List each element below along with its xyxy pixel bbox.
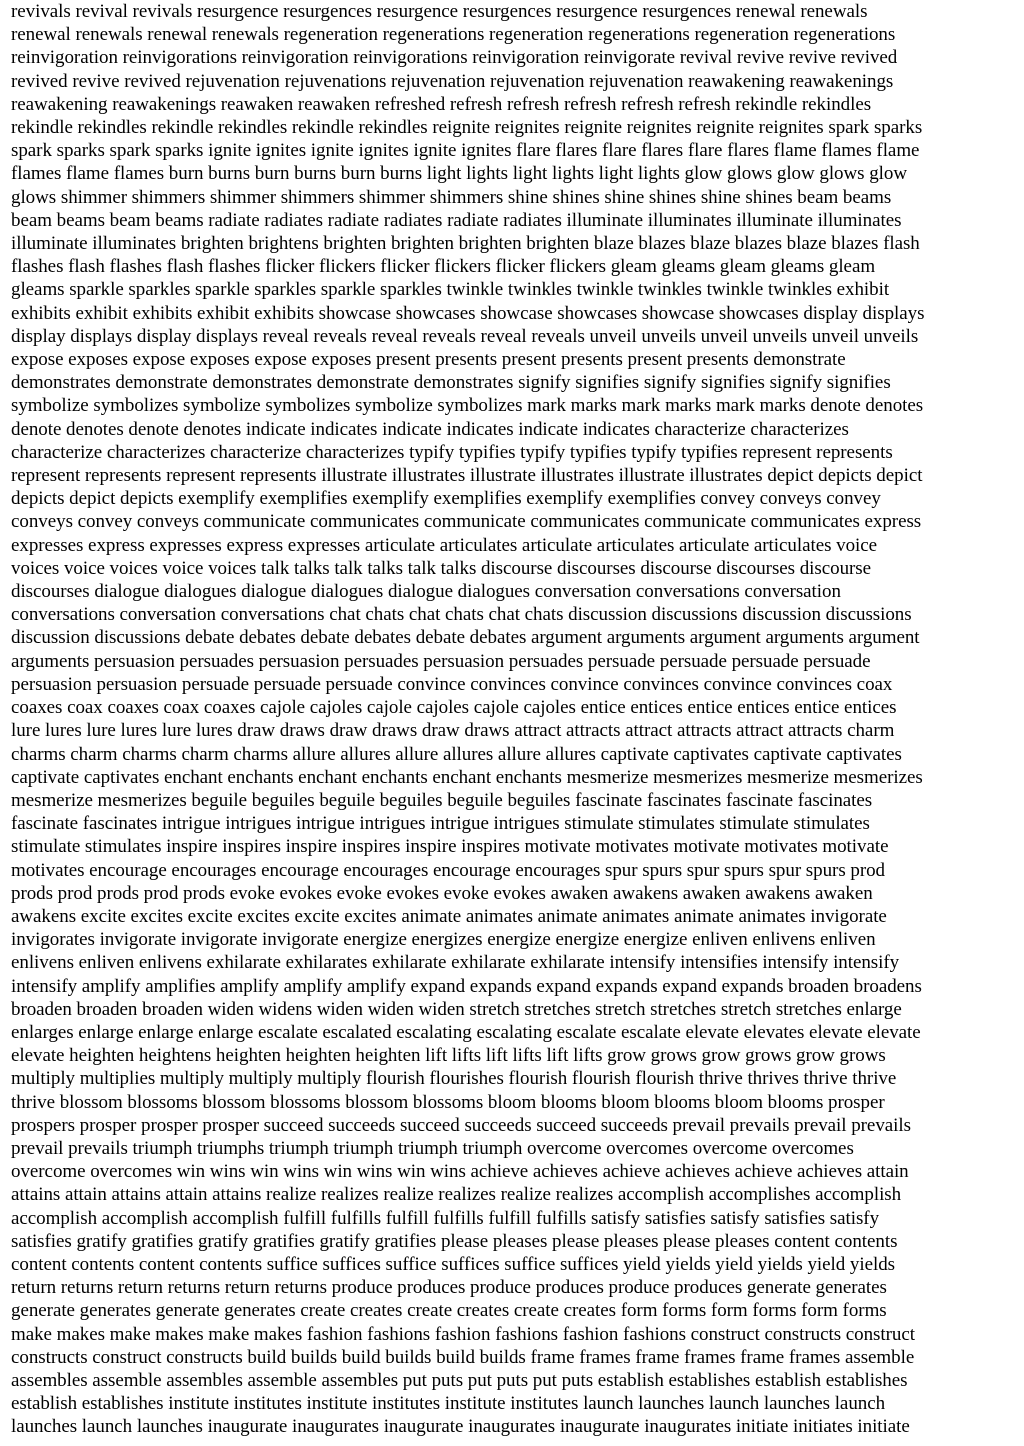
text-line: characterize characterizes characterize characterizes typify typifies typify typifies typify typifies represent represents <box>11 441 893 463</box>
text-line: expresses express expresses express expresses articulate articulates articulate articulates articulate articulates voice <box>11 534 878 556</box>
text-line: depicts depict depicts exemplify exemplifies exemplify exemplifies exemplify exemplifies convey conveys convey <box>11 488 881 510</box>
text-line: broaden broaden broaden widen widens widen widen widen stretch stretches stretch stretches stretch stretches enlarge <box>11 998 902 1020</box>
text-line: prospers prosper prosper prosper succeed succeeds succeed succeeds succeed succeeds prevail prevails prevail prevails <box>11 1114 911 1136</box>
text-line: reawakening reawakenings reawaken reawaken refreshed refresh refresh refresh refresh refresh rekindle rekindles <box>11 93 872 115</box>
text-line: fascinate fascinates intrigue intrigues intrigue intrigues intrigue intrigues stimulate stimulates stimulate stimulates <box>11 813 870 835</box>
text-line: revivals revival revivals resurgence resurgences resurgence resurgences resurgence resurgences renewal renewals <box>11 1 868 22</box>
text-line: lure lures lure lures lure lures draw draws draw draws draw draws attract attracts attract attracts attract attracts charm <box>11 720 895 742</box>
text-line: motivates encourage encourages encourage encourages encourage encourages spur spurs spur spurs spur spurs prod <box>11 859 886 881</box>
text-line: revived revive revived rejuvenation rejuvenations rejuvenation rejuvenation rejuvenation reawakening reawakenings <box>11 70 894 92</box>
text-line: overcome overcomes win wins win wins win wins win wins achieve achieves achieve achieves achieve achieves attain <box>11 1161 909 1183</box>
text-line: conversations conversation conversations chat chats chat chats chat chats discussion discussions discussion discussions <box>11 604 912 626</box>
text-line: assembles assemble assembles assemble assembles put puts put puts put puts establish establishes establish establishes <box>11 1369 908 1391</box>
text-line: enlivens enliven enlivens exhilarate exhilarates exhilarate exhilarate exhilarate intensify intensifies intensify intensify <box>11 952 900 974</box>
text-line: spark sparks spark sparks ignite ignites ignite ignites ignite ignites flare flares flare flares flare flares flame flames flame <box>11 140 920 162</box>
text-line: beam beams beam beams radiate radiates radiate radiates radiate radiates illuminate illuminates illuminate illuminates <box>11 209 902 231</box>
text-line: demonstrates demonstrate demonstrates demonstrate demonstrates signify signifies signify signifies signify signifies <box>11 372 891 394</box>
text-line: generate generates generate generates create creates create creates create creates form forms form forms form forms <box>11 1300 887 1322</box>
text-line: persuasion persuasion persuade persuade persuade convince convinces convince convinces convince convinces coax <box>11 673 893 695</box>
text-line: expose exposes expose exposes expose exposes present presents present presents present presents demonstrate <box>11 349 846 371</box>
text-line: accomplish accomplish accomplish fulfill fulfills fulfill fulfills fulfill fulfills satisfy satisfies satisfy satisfies satisfy <box>11 1207 880 1229</box>
text-line: denote denotes denote denotes indicate indicates indicate indicates indicate indicates characterize characterizes <box>11 418 849 440</box>
text-line: flames flame flames burn burns burn burns burn burns light lights light lights light lights glow glows glow glows glow <box>11 163 908 185</box>
text-line: satisfies gratify gratifies gratify gratifies gratify gratifies please pleases please pleases please pleases content contents <box>11 1230 898 1252</box>
text-line: charms charm charms charm charms allure allures allure allures allure allures captivate captivates captivate captivates <box>11 743 902 765</box>
text-line: return returns return returns return returns produce produces produce produces produce produces generate generates <box>11 1277 887 1299</box>
text-line: voices voice voices voice voices talk talks talk talks talk talks discourse discourses discourse discourses discourse <box>11 557 872 579</box>
text-line: invigorates invigorate invigorate invigorate energize energizes energize energize energize enliven enlivens enliven <box>11 929 876 951</box>
text-line: renewal renewals renewal renewals regeneration regenerations regeneration regenerations regeneration regenerations <box>11 24 896 46</box>
text-line: flashes flash flashes flash flashes flicker flickers flicker flickers flicker flickers gleam gleams gleam gleams gleam <box>11 256 876 278</box>
text-line: mesmerize mesmerizes beguile beguiles beguile beguiles beguile beguiles fascinate fascinates fascinate fascinates <box>11 789 873 811</box>
text-line: multiply multiplies multiply multiply multiply flourish flourishes flourish flourish flourish thrive thrives thrive thrive <box>11 1068 897 1090</box>
text-line: arguments persuasion persuades persuasion persuades persuasion persuades persuade persuade persuade persuade <box>11 650 871 672</box>
text-line: launches launch launches inaugurate inaugurates inaugurate inaugurates inaugurate inaugurates initiate initiates initiate <box>11 1416 910 1438</box>
text-line: thrive blossom blossoms blossom blossoms blossom blossoms bloom blooms bloom blooms bloom blooms prosper <box>11 1091 885 1113</box>
text-line: constructs construct constructs build builds build builds build builds frame frames frame frames frame frames assemble <box>11 1346 915 1368</box>
text-line: gleams sparkle sparkles sparkle sparkles sparkle sparkles twinkle twinkles twinkle twinkles twinkle twinkles exhibit <box>11 279 890 301</box>
text-line: conveys convey conveys communicate communicates communicate communicates communicate communicates express <box>11 511 922 533</box>
text-line: awakens excite excites excite excites excite excites animate animates animate animates animate animates invigorate <box>11 905 887 927</box>
text-line: intensify amplify amplifies amplify amplify amplify expand expands expand expands expand expands broaden broadens <box>11 975 922 997</box>
text-line: discourses dialogue dialogues dialogue dialogues dialogue dialogues conversation conversations conversation <box>11 581 841 603</box>
text-line: prods prod prods prod prods evoke evokes evoke evokes evoke evokes awaken awakens awaken awakens awaken <box>11 882 873 904</box>
text-line: prevail prevails triumph triumphs triumph triumph triumph triumph overcome overcomes overcome overcomes <box>11 1137 854 1159</box>
text-line: exhibits exhibit exhibits exhibit exhibits showcase showcases showcase showcases showcase showcases display displays <box>11 302 925 324</box>
text-line: elevate heighten heightens heighten heighten heighten lift lifts lift lifts lift lifts grow grows grow grows grow grows <box>11 1045 886 1067</box>
text-line: illuminate illuminates brighten brightens brighten brighten brighten brighten blaze blazes blaze blazes blaze blazes flash <box>11 233 920 255</box>
text-line: display displays display displays reveal reveals reveal reveals reveal reveals unveil unveils unveil unveils unveil unveils <box>11 325 919 347</box>
text-line: rekindle rekindles rekindle rekindles rekindle rekindles reignite reignites reignite reignites reignite reignites spark sparks <box>11 117 923 139</box>
text-line: captivate captivates enchant enchants enchant enchants enchant enchants mesmerize mesmerizes mesmerize mesmerizes <box>11 766 923 788</box>
text-line: content contents content contents suffice suffices suffice suffices suffice suffices yield yields yield yields yield yields <box>11 1253 895 1275</box>
document-text-body <box>11 0 1013 1439</box>
text-line: establish establishes institute institutes institute institutes institute institutes launch launches launch launches launch <box>11 1393 886 1415</box>
text-line: stimulate stimulates inspire inspires inspire inspires inspire inspires motivate motivates motivate motivates motivate <box>11 836 889 858</box>
text-line: glows shimmer shimmers shimmer shimmers shimmer shimmers shine shines shine shines shine shines beam beams <box>11 186 892 208</box>
text-line: make makes make makes make makes fashion fashions fashion fashions fashion fashions construct constructs construct <box>11 1323 915 1345</box>
text-line: enlarges enlarge enlarge enlarge escalate escalated escalating escalating escalate escalate elevate elevates elevate elevate <box>11 1021 921 1043</box>
text-line: symbolize symbolizes symbolize symbolizes symbolize symbolizes mark marks mark marks mark marks denote denotes <box>11 395 924 417</box>
text-line: discussion discussions debate debates debate debates debate debates argument arguments argument arguments argument <box>11 627 920 649</box>
text-line: reinvigoration reinvigorations reinvigoration reinvigorations reinvigoration reinvigorate revival revive revive revived <box>11 47 898 69</box>
text-line: represent represents represent represents illustrate illustrates illustrate illustrates illustrate illustrates depict depicts depict <box>11 465 923 487</box>
text-line: attains attain attains attain attains realize realizes realize realizes realize realizes accomplish accomplishes accomplish <box>11 1184 902 1206</box>
text-line: coaxes coax coaxes coax coaxes cajole cajoles cajole cajoles cajole cajoles entice entices entice entices entice entices <box>11 697 897 719</box>
document-page <box>11 0 1013 1446</box>
